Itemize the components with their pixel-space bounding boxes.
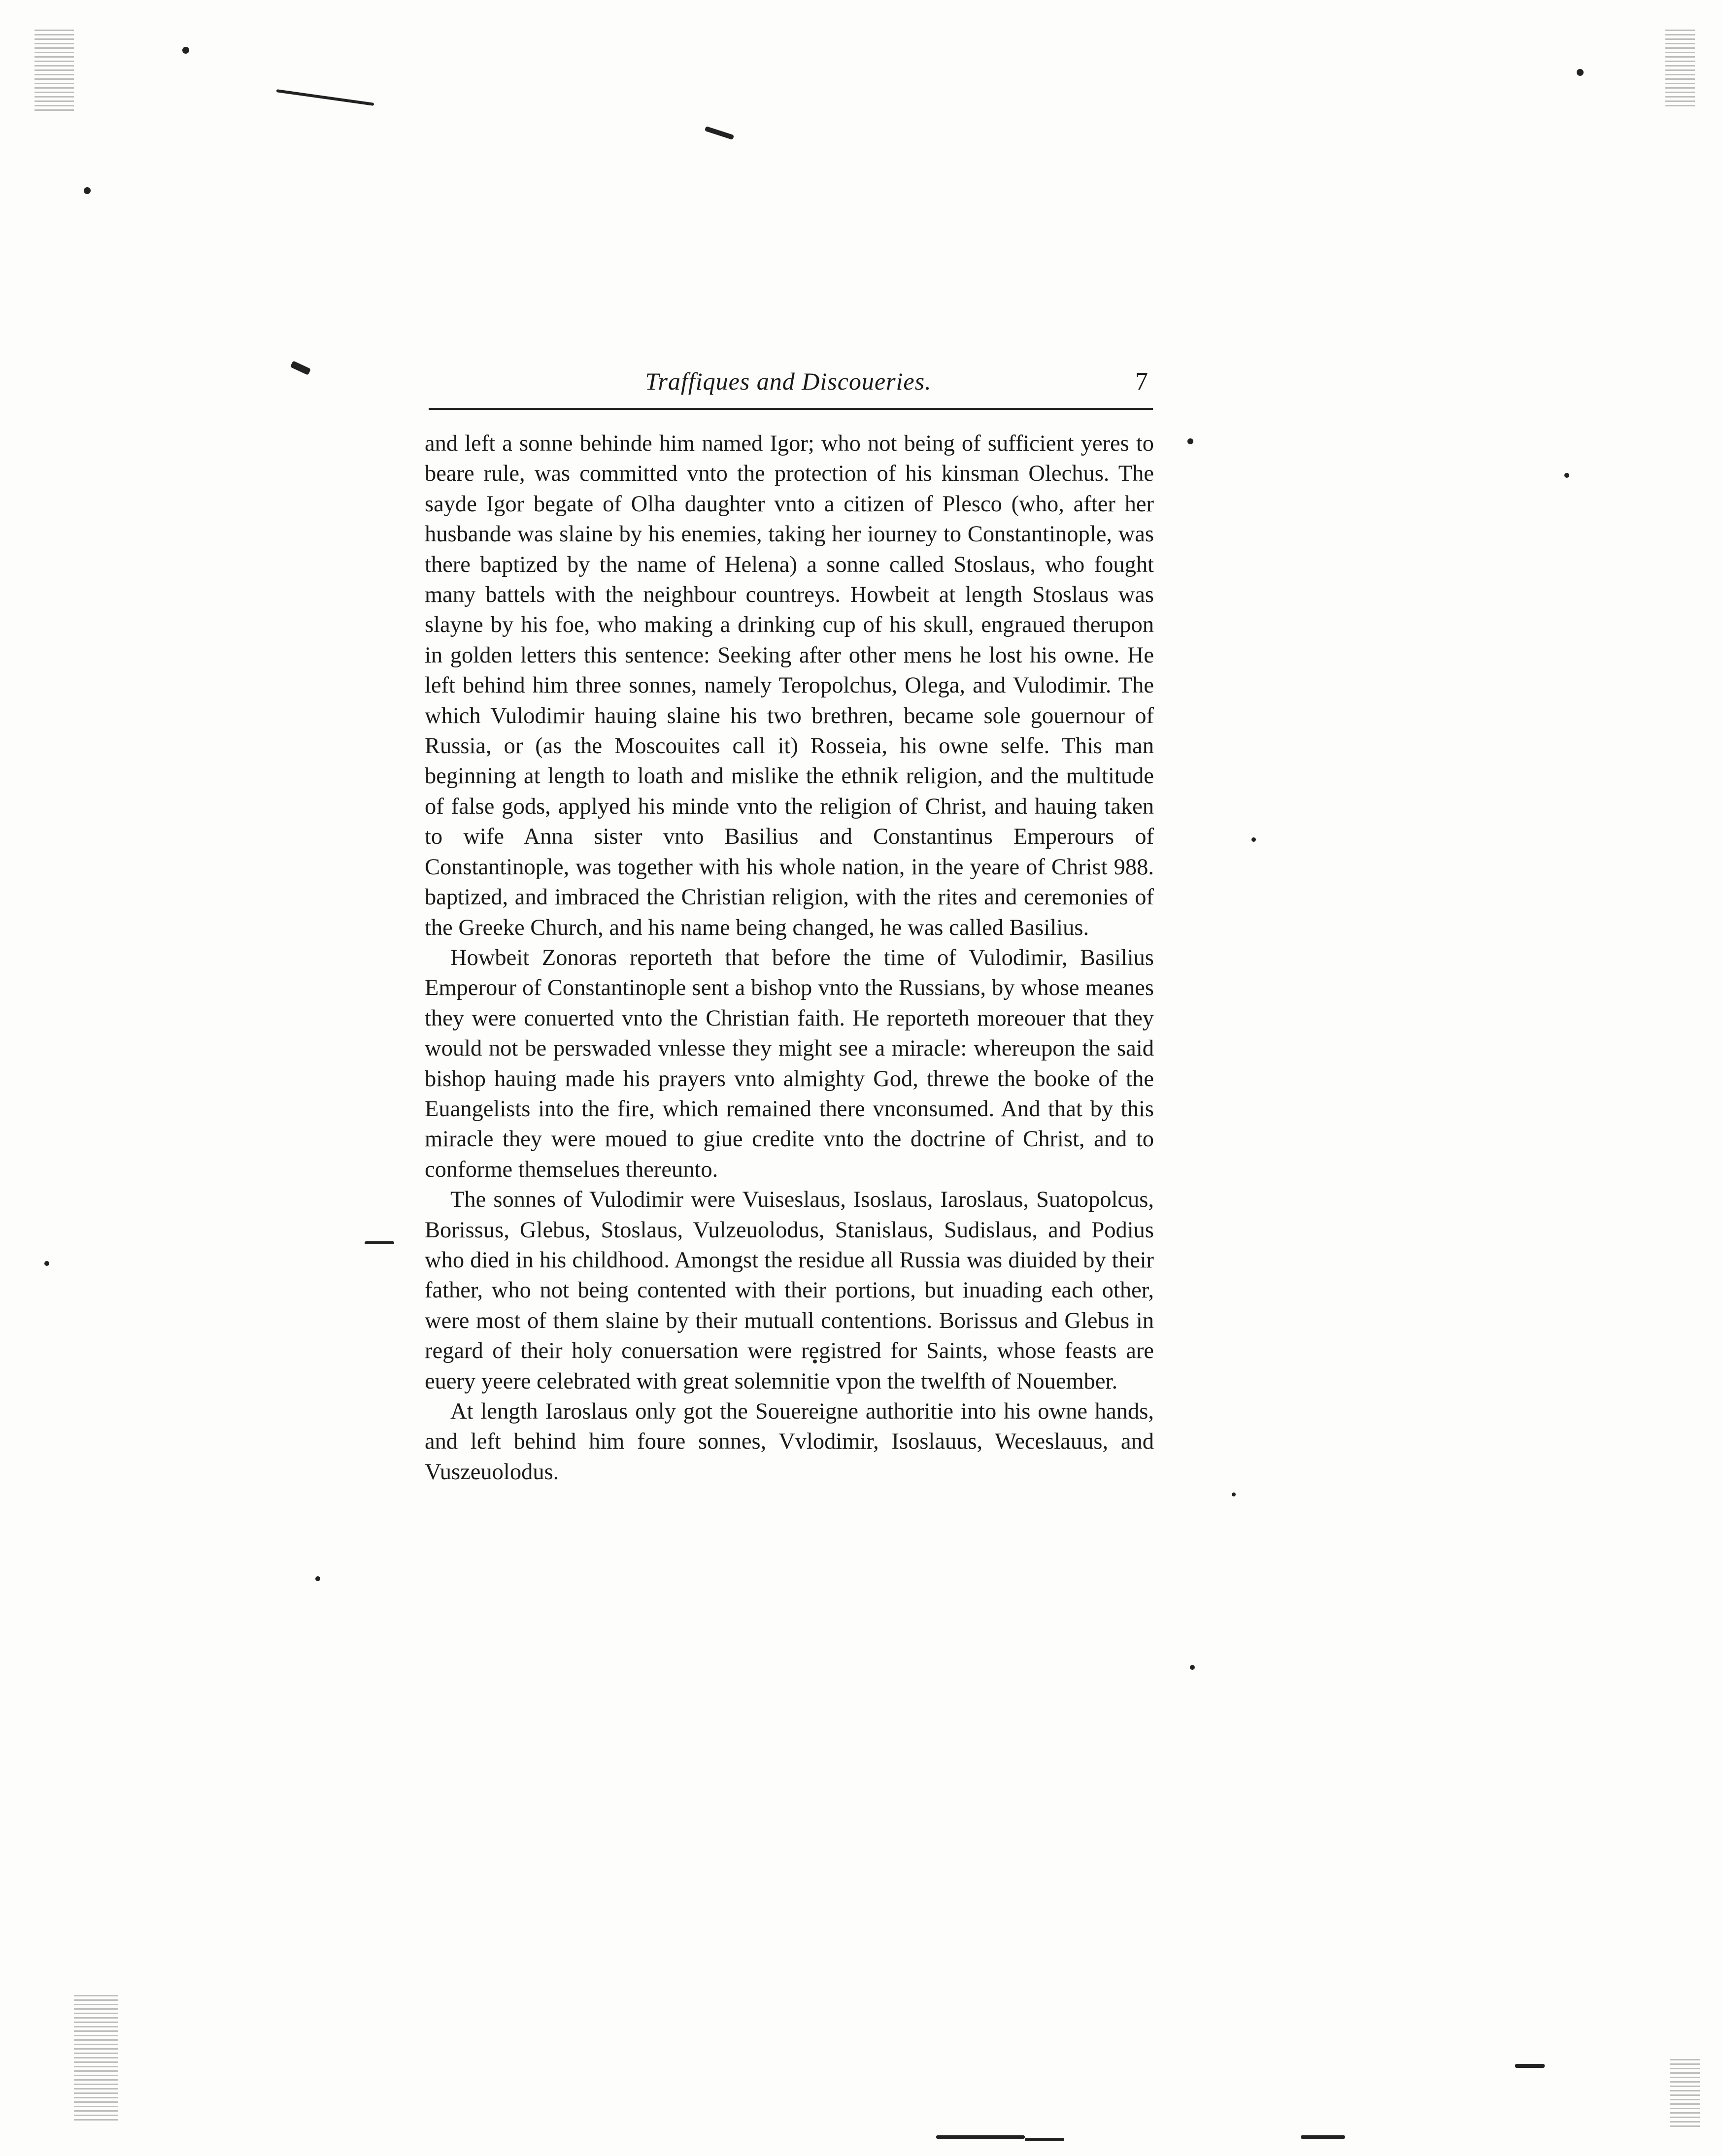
ink-speck [1232, 1493, 1236, 1496]
running-head [429, 367, 1148, 406]
ink-speck [290, 361, 311, 375]
right-top-scan-noise [1665, 30, 1695, 108]
header-rule [429, 408, 1153, 410]
ink-speck [705, 126, 734, 140]
paragraph-2: Howbeit Zonoras reporteth that before the time of Vulodimir, Basilius Emperour of Constantinople sent a bishop vnto the Russians, by whose meanes they were conuerted vnto the Christian faith. He reporteth moreouer that they would not be perswaded vnlesse they might see a miracle: whereupon the said bishop hauing made his prayers vnto almighty God, threwe the booke of the Euangelists into the fire, which remained there vnconsumed. And that by this miracle they were moued to giue credite vnto the doctrine of Christ, and to conforme themselues thereunto. [425, 945, 1154, 1182]
ink-speck [315, 1576, 320, 1581]
ink-speck [1564, 473, 1569, 478]
ink-speck [276, 89, 374, 106]
ink-speck [936, 2135, 1025, 2139]
ink-speck [84, 187, 91, 194]
left-edge-scan-noise [34, 30, 74, 113]
left-bottom-scan-noise [74, 1995, 118, 2123]
running-title: Traffiques and Discoueries. [645, 367, 932, 395]
ink-speck [1251, 837, 1256, 842]
ink-speck [182, 47, 189, 54]
ink-speck [44, 1261, 49, 1266]
paragraph-4: At length Iaroslaus only got the Souereigne authoritie into his owne hands, and left behind him foure sonnes, Vvlodimir, Isoslauus, Weceslauus, and Vuszeuolodus. [425, 1399, 1154, 1485]
paragraph-3: The sonnes of Vulodimir were Vuiseslaus, Isoslaus, Iaroslaus, Suatopolcus, Borissus, Glebus, Stoslaus, Vulzeuolodus, Stanislaus, Sudislaus, and Podius who died in his childhood. Amongst the residue all Russia was diuided by their father, who not being contented with their portions, but inuading each other, were most of them slaine by their mutuall contentions. Borissus and Glebus in regard of their holy conuersation were registred for Saints, whose feasts are euery yeere celebrated with great solemnitie vpon the twelfth of Nouember. [425, 1187, 1154, 1394]
ink-speck [1577, 69, 1584, 76]
ink-speck [1025, 2138, 1064, 2141]
ink-speck [1190, 1665, 1195, 1670]
ink-speck [365, 1241, 394, 1244]
ink-speck [1301, 2135, 1345, 2139]
body-text [425, 429, 1154, 1487]
ink-speck [1187, 438, 1193, 444]
ink-speck [1515, 2064, 1545, 2068]
paragraph-1: and left a sonne behinde him named Igor; who not being of sufficient yeres to beare rule, was committed vnto the protection of his kinsman Olechus. The sayde Igor begate of Olha daughter vnto a citizen of Plesco (who, after her husbande was slaine by his enemies, taking her iourney to Constantinople, was there baptized by the name of Helena) a sonne called Stoslaus, who fought many battels with the neighbour countreys. Howbeit at length Stoslaus was slayne by his foe, who making a drinking cup of his skull, engraued therupon in golden letters this sentence: Seeking after other mens he lost his owne. He left behind him three sonnes, namely Teropolchus, Olega, and Vulodimir. The which Vulodimir hauing slaine his two brethren, became sole gouernour of Russia, or (as the Moscouites call it) Rosseia, his owne selfe. This man beginning at length to loath and mislike the ethnik religion, and the multitude of false gods, applyed his minde vnto the religion of Christ, and hauing taken to wife Anna sister vnto Basilius and Constantinus Emperours of Constantinople, was together with his whole nation, in the yeare of Christ 988. baptized, and imbraced the Christian religion, with the rites and ceremonies of the Greeke Church, and his name being changed, he was called Basilius. [425, 431, 1154, 940]
right-bottom-scan-noise [1670, 2059, 1700, 2128]
page-number: 7 [1135, 367, 1148, 396]
